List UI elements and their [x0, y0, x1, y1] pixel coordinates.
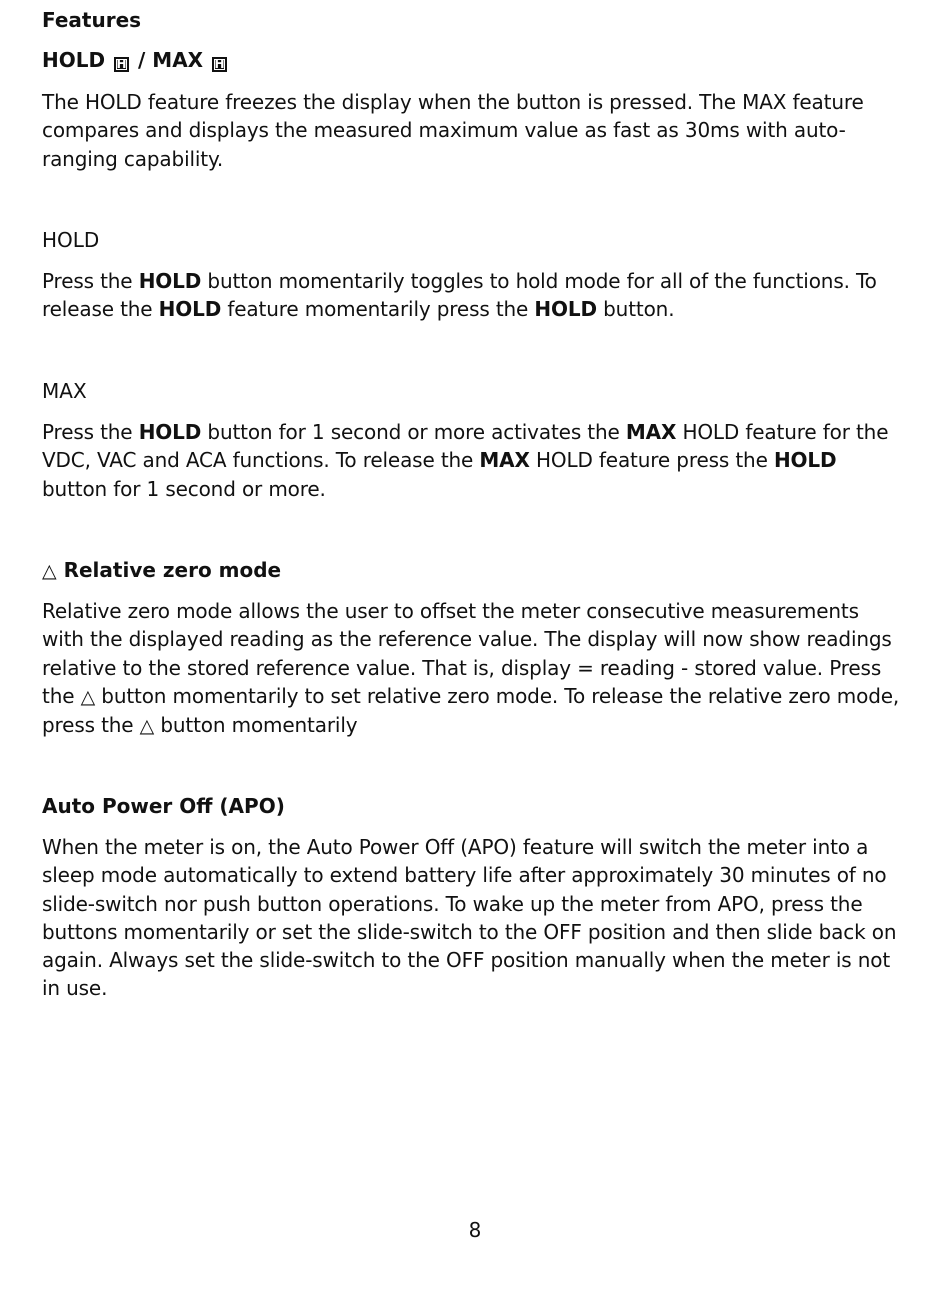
relative-section-title: Relative zero mode	[63, 558, 282, 582]
hold-text-2: button momentarily toggles to hold mode for all of the functions. To release the	[42, 269, 877, 322]
max-text-2: button for 1 second or more activates the	[201, 420, 626, 444]
hold-bold-2: HOLD	[158, 297, 222, 322]
relative-text-1: Relative zero mode allows the user to offset the meter consecutive measurements with the displayed reading as the reference value. The display will now show readings relative to the stored reference value. That is, display = reading - stored value. Press the	[42, 599, 892, 708]
max-heading-text: MAX	[152, 48, 204, 72]
relative-section-title-row	[42, 556, 281, 585]
hold-bold-1: HOLD	[138, 269, 202, 293]
max-text-5: button for 1 second or more.	[42, 476, 326, 501]
max-bold-4: HOLD	[773, 448, 837, 473]
triangle-icon: △	[139, 715, 155, 738]
hold-icon: H	[114, 57, 129, 72]
max-text-4: HOLD feature press the	[529, 448, 774, 473]
apo-section-body: When the meter is on, the Auto Power Off (APO) feature will switch the meter into a sleep mode automatically to extend battery life after approximately 30 minutes of no slide-switch nor push button operations. To wake up the meter from APO, press the buttons momentarily or set the slide-switch to the OFF position and then slide back on again. Always set the slide-switch to the OFF position manually when the meter is not in use.	[42, 835, 897, 1001]
max-section-body	[42, 418, 902, 503]
hold-section-body	[42, 267, 902, 324]
intro-paragraph: The HOLD feature freezes the display when the button is pressed. The MAX feature compares and displays the measured maximum value as fast as 30ms with auto-ranging capability.	[42, 90, 864, 171]
hold-heading-text: HOLD	[42, 48, 106, 72]
triangle-icon: △	[42, 560, 57, 582]
max-bold-1: HOLD	[138, 420, 202, 444]
max-bold-2: MAX	[625, 420, 677, 444]
max-text-3: HOLD feature for the VDC, VAC and ACA functions. To release the	[42, 420, 889, 473]
max-section-title: MAX	[42, 379, 87, 403]
relative-text-2: button momentarily to set relative zero mode. To release the relative zero mode, press the	[42, 683, 900, 738]
triangle-icon: △	[80, 685, 96, 708]
max-hold-icon: H	[212, 57, 227, 72]
max-bold-3: MAX	[479, 448, 530, 473]
hold-text-1: Press the	[42, 269, 139, 293]
relative-text-3: button momentarily	[154, 713, 358, 738]
max-text-1: Press the	[42, 420, 139, 444]
relative-section-body	[42, 597, 902, 740]
hold-max-heading	[42, 46, 229, 74]
hold-bold-3: HOLD	[534, 297, 597, 322]
hold-text-4: button.	[596, 297, 675, 322]
heading-separator: /	[131, 48, 153, 72]
page-number: 8	[468, 1218, 482, 1242]
hold-section-title: HOLD	[42, 228, 100, 252]
apo-section-title: Auto Power Off (APO)	[42, 794, 285, 818]
hold-text-3: feature momentarily press the	[221, 297, 535, 322]
features-title: Features	[42, 8, 142, 32]
